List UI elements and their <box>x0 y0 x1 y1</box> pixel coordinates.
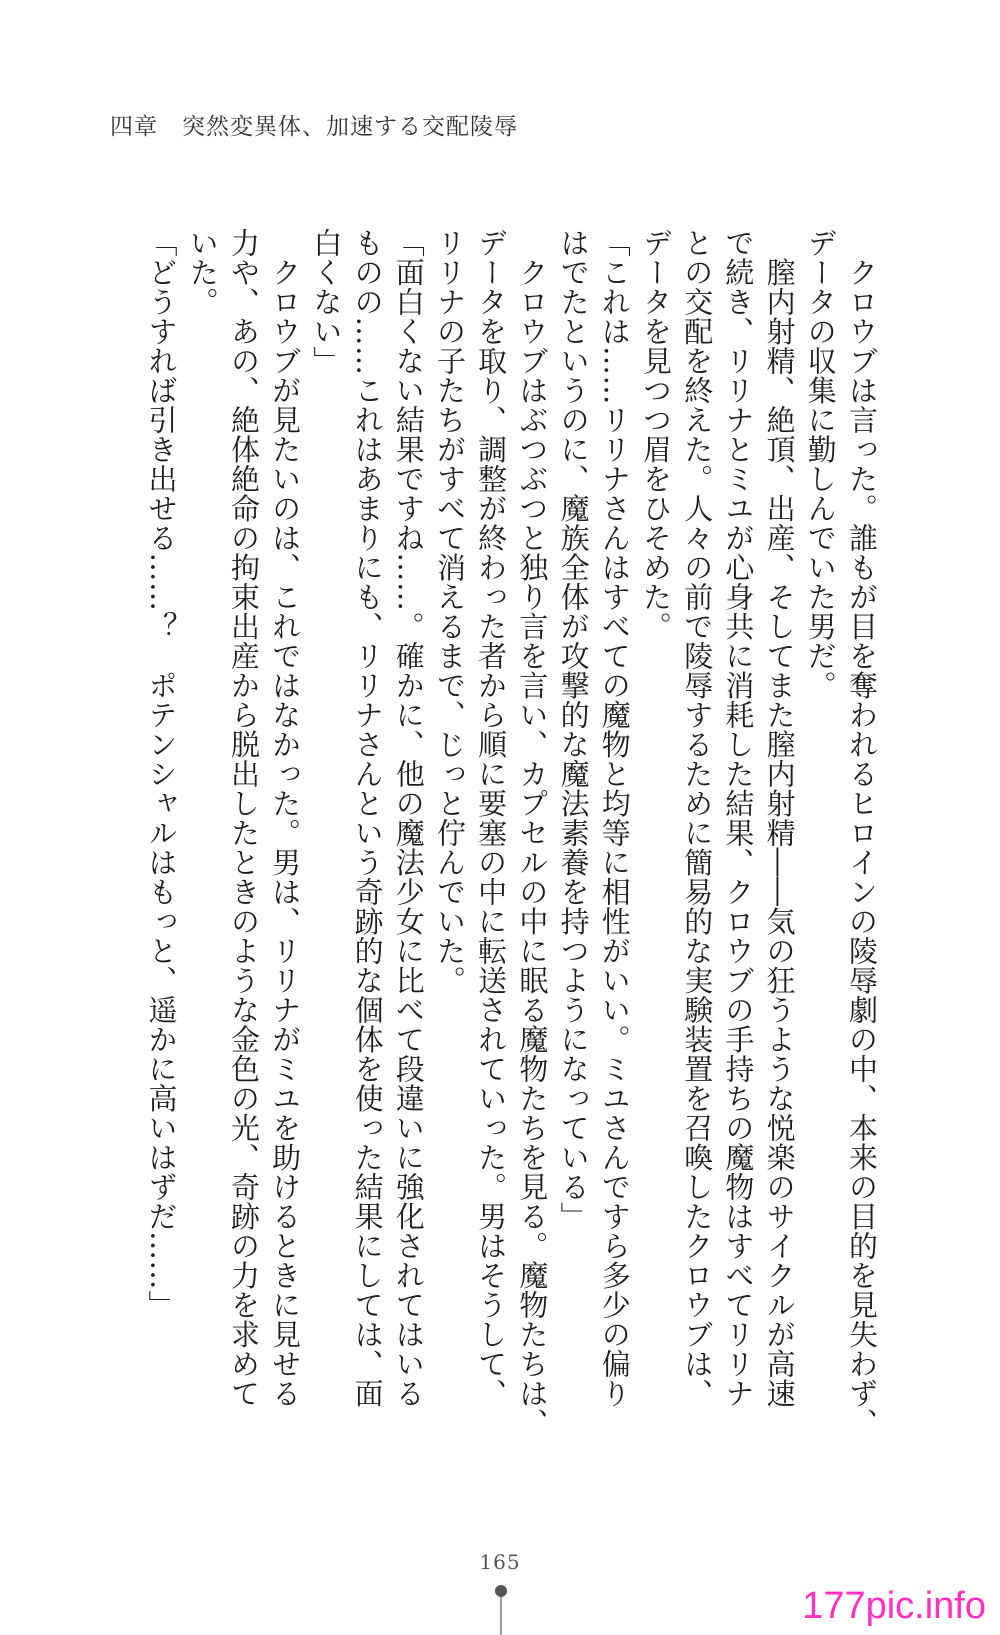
text-line: データを取り、調整が終わった者から順に要塞の中に転送されていった。男はそうして、 <box>474 228 509 1408</box>
text-line: はでたというのに、魔族全体が攻撃的な魔法素養を持つようになっている」 <box>556 228 591 1231</box>
text-line: 「面白くない結果ですね……。確かに、他の魔法少女に比べて段違いに強化されてはいる <box>391 228 426 1408</box>
text-line: 白くない」 <box>309 228 344 376</box>
text-line: で続き、リリナとミユが心身共に消耗した結果、クロウブの手持ちの魔物はすべてリリナ <box>721 228 756 1408</box>
chapter-running-header: 四章 突然変異体、加速する交配陵辱 <box>110 114 518 140</box>
text-line: ものの……これはあまりにも、リリナさんという奇跡的な個体を使った結果にしては、面 <box>350 228 385 1408</box>
text-line: いた。 <box>185 228 220 317</box>
text-line: 「どうすれば引き出せる……？ ポテンシャルはもっと、遥かに高いはずだ……」 <box>144 228 179 1320</box>
text-line: データの収集に勤しんでいた男だ。 <box>803 228 838 700</box>
text-line: 膣内射精、絶頂、出産、そしてまた膣内射精――気の狂うような悦楽のサイクルが高速 <box>762 228 797 1408</box>
page-number: 165 <box>479 1550 521 1574</box>
text-line: クロウブが見たいのは、これではなかった。男は、リリナがミユを助けるときに見せる <box>268 228 303 1408</box>
site-watermark: 177pic.info <box>802 1585 986 1627</box>
text-line: クロウブはぶつぶつと独り言を言い、カプセルの中に眠る魔物たちを見る。魔物たちは、 <box>515 228 550 1438</box>
text-line: との交配を終えた。人々の前で陵辱するために簡易的な実験装置を召喚したクロウブは、 <box>680 228 715 1408</box>
text-line: 「これは……リリナさんはすべての魔物と均等に相性がいい。ミユさんですら多少の偏り <box>597 228 632 1408</box>
text-line: クロウブは言った。誰もが目を奪われるヒロインの陵辱劇の中、本来の目的を見失わず、 <box>845 228 879 1438</box>
text-line: 力や、あの、絶体絶命の拘束出産から脱出したときのような金色の光、奇跡の力を求めて <box>226 228 261 1408</box>
page-marker-stem <box>500 1597 502 1635</box>
text-line: データを見つつ眉をひそめた。 <box>638 228 673 641</box>
text-line: リリナの子たちがすべて消えるまで、じっと佇んでいた。 <box>432 228 467 995</box>
vertical-body-text <box>140 228 882 1438</box>
page-marker-dot <box>495 1585 507 1597</box>
